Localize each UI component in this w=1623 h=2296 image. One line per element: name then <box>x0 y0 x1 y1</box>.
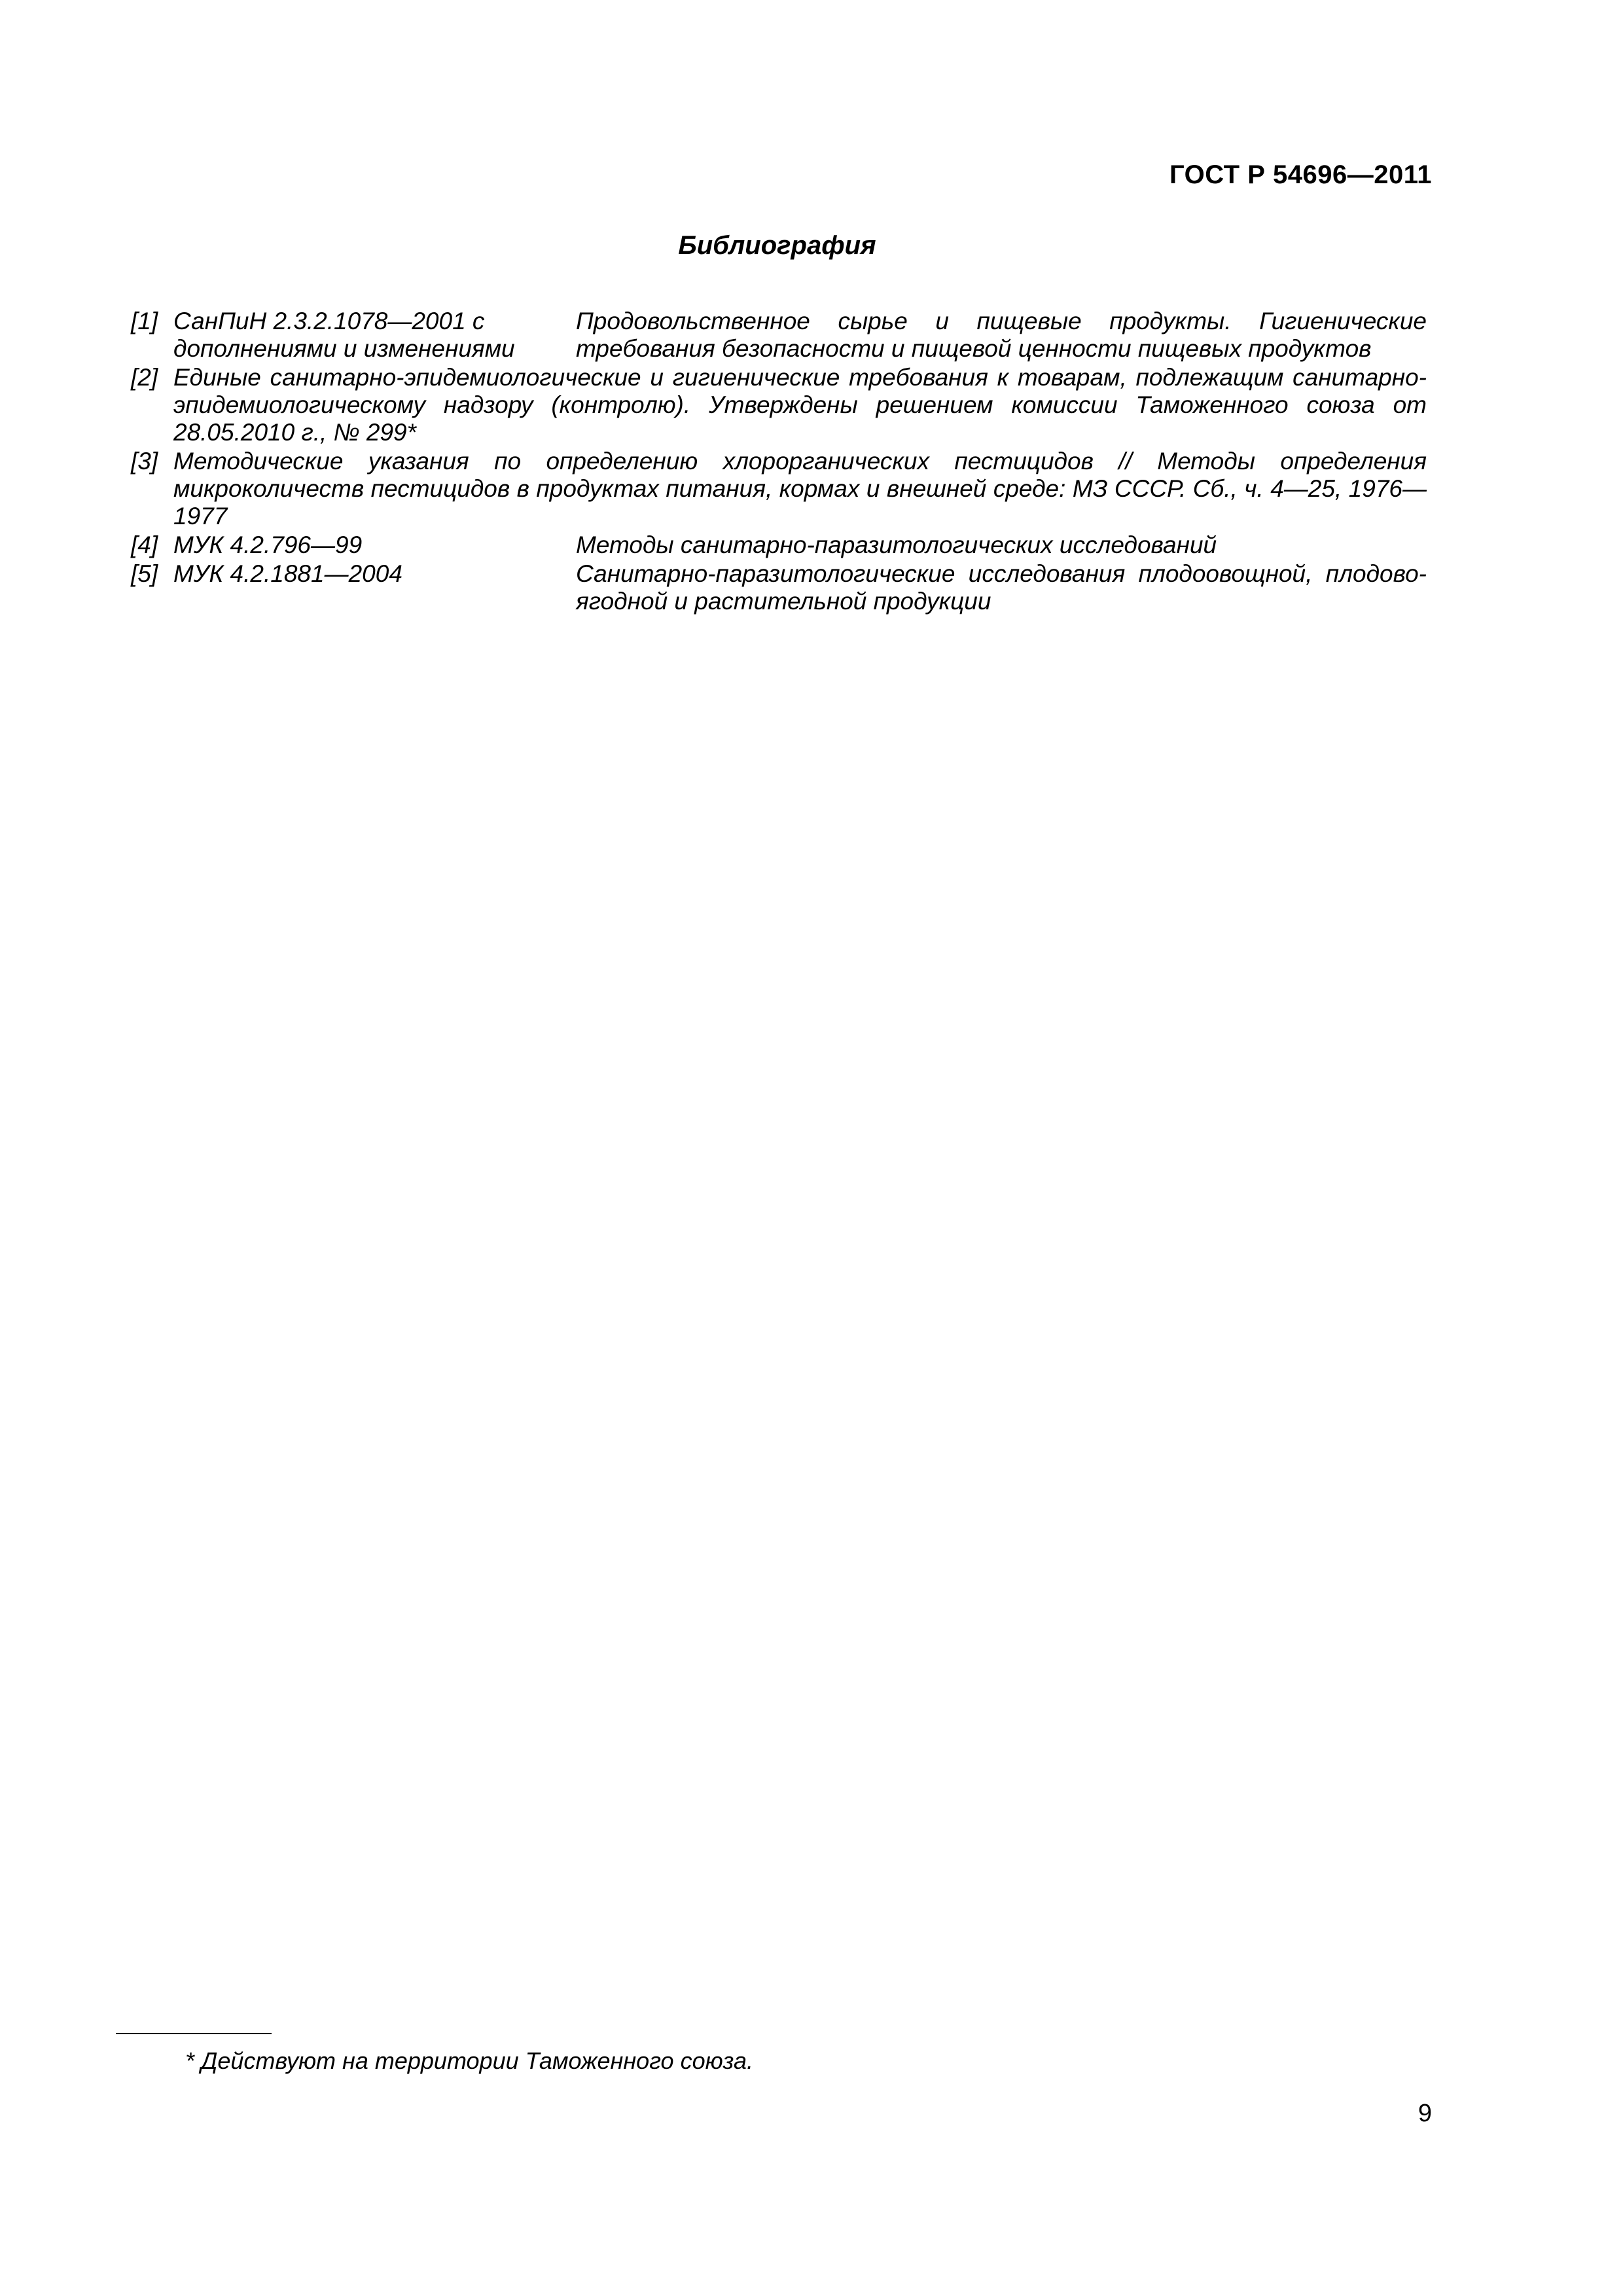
page-number: 9 <box>1418 2100 1432 2127</box>
entry-text: Методические указания по определению хлорорганических пестицидов // Методы определения микроколичеств пестицидов в продуктах питания, кормах и внешней среде: МЗ СССР. Сб., ч. 4—25, 1976—1977 <box>173 448 1427 529</box>
entry-title: Методы санитарно-паразитологических исследований <box>576 531 1217 558</box>
document-code: ГОСТ Р 54696—2011 <box>1169 160 1432 189</box>
section-title: Библиография <box>678 231 876 260</box>
entry-number: [4] <box>131 531 158 558</box>
entry-code: МУК 4.2.796—99 <box>173 531 363 558</box>
bibliography-entry-2 <box>131 364 1427 446</box>
bibliography-entry-1 <box>131 308 1427 363</box>
entry-title: Санитарно-паразитологические исследования плодоовощной, плодово-ягодной и растительной продукции <box>576 560 1427 615</box>
bibliography-entry-5 <box>131 560 1427 615</box>
entry-number: [2] <box>131 364 158 391</box>
entry-code: СанПиН 2.3.2.1078—2001 с дополнениями и изменениями <box>173 308 515 362</box>
entry-title: Продовольственное сырье и пищевые продукты. Гигиенические требования безопасности и пищевой ценности пищевых продуктов <box>576 308 1427 362</box>
entry-number: [1] <box>131 308 158 334</box>
entry-code: МУК 4.2.1881—2004 <box>173 560 402 587</box>
bibliography-entry-3 <box>131 448 1427 530</box>
footnote: * Действуют на территории Таможенного союза. <box>185 2047 754 2074</box>
entry-number: [3] <box>131 448 158 475</box>
bibliography-list <box>131 308 1427 617</box>
entry-number: [5] <box>131 560 158 587</box>
bibliography-entry-4 <box>131 531 1427 559</box>
entry-text: Единые санитарно-эпидемиологические и гигиенические требования к товарам, подлежащим санитарно-эпидемиологическому надзору (контролю). Утверждены решением комиссии Таможенного союза от 28.05.2010 г., № 299* <box>173 364 1427 446</box>
footnote-divider <box>116 2033 272 2034</box>
